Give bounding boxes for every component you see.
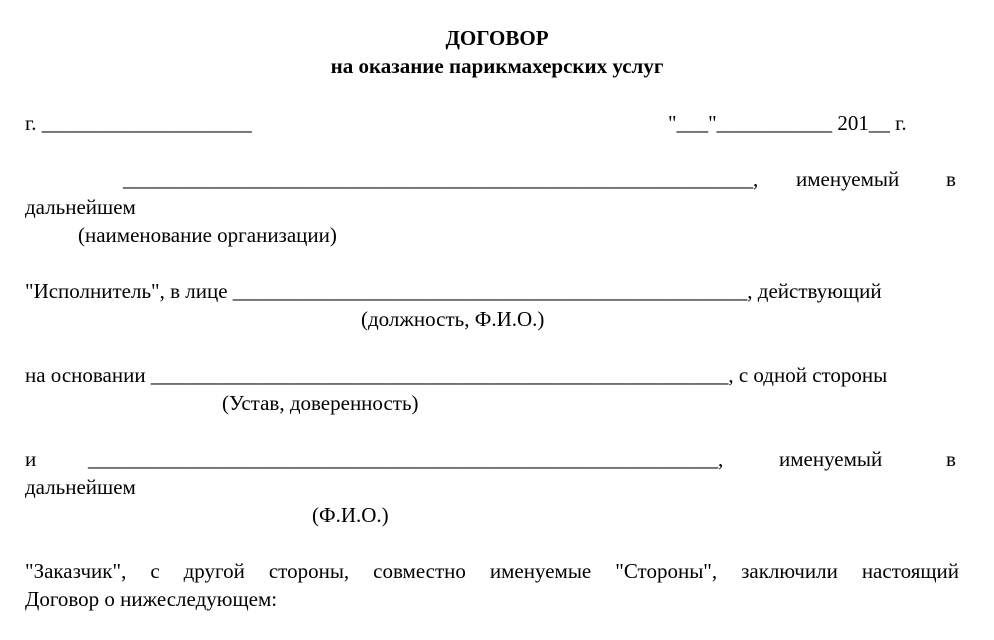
org-caption: (наименование организации) [78, 223, 337, 247]
client-name-blank: ____________________________________________________________, [88, 447, 724, 471]
final-word: с [150, 559, 160, 583]
org-in-word: в [946, 167, 956, 191]
final-word: настоящий [861, 559, 959, 583]
place-line: г. ____________________ [25, 111, 252, 135]
org-name-blank: ____________________________________________________________, [123, 167, 759, 191]
client-in-word: в [946, 447, 956, 471]
final-paragraph-line-2: Договор о нижеследующем: [25, 587, 278, 611]
final-word: совместно [373, 559, 466, 583]
client-caption: (Ф.И.О.) [312, 503, 389, 527]
final-word: именуемые [489, 559, 592, 583]
client-continuation: дальнейшем [25, 475, 136, 499]
basis-caption: (Устав, доверенность) [222, 391, 419, 415]
client-and-word: и [25, 447, 37, 471]
final-word: стороны, [268, 559, 350, 583]
final-paragraph-line-1 [25, 561, 959, 582]
final-word: заключили [741, 559, 838, 583]
client-named-word: именуемый [779, 447, 883, 471]
final-word: "Стороны", [615, 559, 718, 583]
executor-caption: (должность, Ф.И.О.) [361, 307, 545, 331]
org-named-word: именуемый [796, 167, 900, 191]
date-line: "___"___________ 201__ г. [668, 111, 907, 135]
basis-line: на основании _______________________________________________________, с одной стороны [25, 363, 888, 387]
document-title: ДОГОВОР [445, 26, 549, 50]
final-word: другой [183, 559, 245, 583]
executor-line: "Исполнитель", в лице _________________________________________________, действующий [25, 279, 882, 303]
org-continuation: дальнейшем [25, 195, 136, 219]
final-word: "Заказчик", [25, 559, 127, 583]
document-subtitle: на оказание парикмахерских услуг [330, 54, 664, 78]
